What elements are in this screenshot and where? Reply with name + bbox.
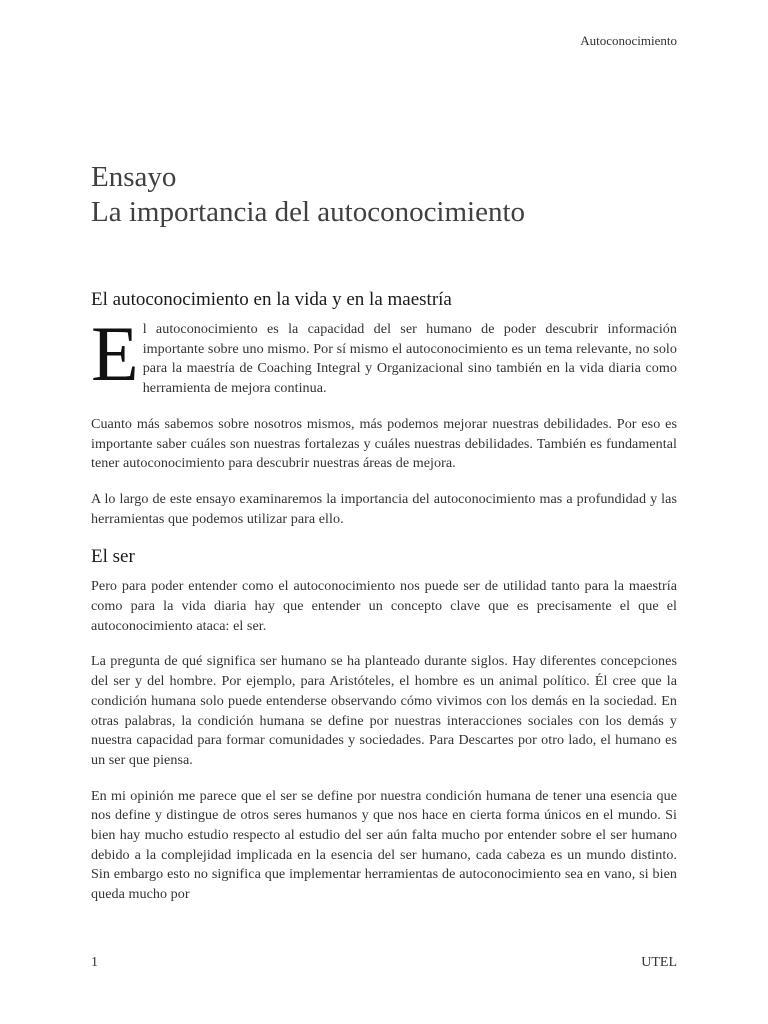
title-line-2: La importancia del autoconocimiento xyxy=(91,196,526,228)
paragraph xyxy=(91,310,677,399)
paragraph: Pero para poder entender como el autoconocimiento nos puede ser de utilidad tanto para la maestría como para la vida diaria hay que entender un concepto clave que es precisamente el que el autoconocimiento ataca: el ser. xyxy=(91,578,677,634)
document-title xyxy=(91,160,691,230)
drop-cap: E xyxy=(91,310,139,397)
paragraph: La pregunta de qué significa ser humano se ha planteado durante siglos. Hay diferentes concepciones del ser y del hombre. Por ejemplo, para Aristóteles, el hombre es un animal político. Él cree que la condición humana solo puede entenderse observando cómo vivimos con los demás en la sociedad. En otras palabras, la condición humana se define por nuestras interacciones sociales con los demás y nuestra capacidad para formar comunidades y sociedades. Para Descartes por otro lado, el humano es un ser que piensa. xyxy=(91,653,677,768)
paragraph-text: l autoconocimiento es la capacidad del ser humano de poder descubrir información importante sobre uno mismo. Por sí mismo el autoconocimiento es un tema relevante, no solo para la maestría de Coaching Integral y Organizacional sino también en la vida diaria como herramienta de mejora continua. xyxy=(142,321,677,397)
paragraph: Cuanto más sabemos sobre nosotros mismos, más podemos mejorar nuestras debilidades. Por eso es importante saber cuáles son nuestras fortalezas y cuáles nuestras debilidades. También es fundamental tener autoconocimiento para descubrir nuestras áreas de mejora. xyxy=(91,415,677,472)
footer-institution: UTEL xyxy=(641,955,677,970)
running-header: Autoconocimiento xyxy=(580,33,677,48)
title-line-1: Ensayo xyxy=(91,161,177,193)
document-body xyxy=(91,288,677,921)
section-heading-autoconocimiento: El autoconocimiento en la vida y en la maestría xyxy=(91,289,452,310)
section-heading-el-ser: El ser xyxy=(91,546,135,568)
page-number: 1 xyxy=(91,955,98,970)
paragraph: A lo largo de este ensayo examinaremos la importancia del autoconocimiento mas a profundidad y las herramientas que podemos utilizar para ello. xyxy=(91,490,677,527)
paragraph: En mi opinión me parece que el ser se define por nuestra condición humana de tener una esencia que nos define y distingue de otros seres humanos y que nos hace en cierta forma únicos en el mundo. Si bien hay mucho estudio respecto al estudio del ser aún falta mucho por entender sobre el ser humano debido a la complejidad implicada en la esencia del ser humano, cada cabeza es un mundo distinto. Sin embargo esto no significa que implementar herramientas de autoconocimiento sea en vano, si bien queda mucho por xyxy=(91,787,677,903)
